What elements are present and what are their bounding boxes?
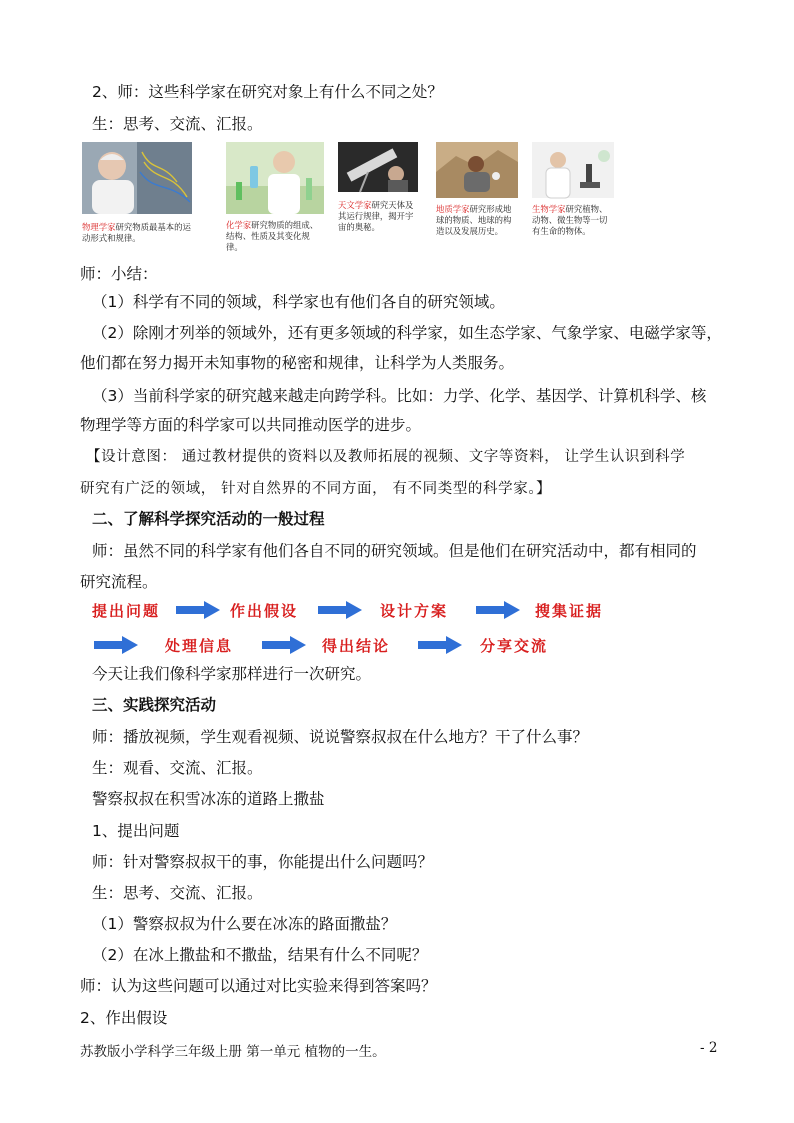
astronomer-title: 天文学家 bbox=[338, 200, 372, 210]
flow-step-3: 设计方案 bbox=[380, 602, 449, 620]
flow-arrow-icon bbox=[418, 636, 462, 654]
question-item-1: （1）警察叔叔为什么要在冰冻的路面撒盐？ bbox=[92, 915, 397, 933]
biologist-title: 生物学家 bbox=[532, 204, 566, 214]
geologist-caption bbox=[436, 204, 518, 240]
chemist-caption bbox=[226, 220, 324, 252]
summary-point-3-line-2: 物理学等方面的科学家可以共同推动医学的进步。 bbox=[80, 416, 422, 434]
flow-arrow-icon bbox=[262, 636, 306, 654]
question-2: 2、师：这些科学家在研究对象上有什么不同之处？ bbox=[92, 83, 443, 101]
summary-point-3-line-1: （3）当前科学家的研究越来越走向跨学科。比如：力学、化学、基因学、计算机科学、核 bbox=[92, 387, 707, 405]
scientist-picture-physicist bbox=[82, 142, 192, 243]
flow-step-4: 搜集证据 bbox=[535, 602, 604, 620]
biologist-text: 研究植物、动物、微生物等一切有生命的物体。 bbox=[532, 204, 608, 236]
scientist-picture-astronomer bbox=[338, 142, 418, 240]
biologist-photo bbox=[532, 142, 614, 198]
teacher-text-2: 今天让我们像科学家那样进行一次研究。 bbox=[92, 665, 372, 683]
teacher-text-1-line-1: 师：虽然不同的科学家有他们各自不同的研究领域。但是他们在研究活动中，都有相同的 bbox=[92, 542, 697, 560]
flow-arrow-icon bbox=[476, 601, 520, 619]
biologist-caption bbox=[532, 204, 614, 240]
flow-step-7: 分享交流 bbox=[480, 637, 549, 655]
step-2-heading: 2、作出假设 bbox=[80, 1009, 168, 1027]
flow-step-6: 得出结论 bbox=[322, 637, 391, 655]
teacher-text-3: 师：播放视频，学生观看视频、说说警察叔叔在什么地方？干了什么事？ bbox=[92, 728, 589, 746]
teacher-text-5: 师：针对警察叔叔干的事，你能提出什么问题吗？ bbox=[92, 853, 434, 871]
design-intent-line-2: 研究有广泛的领域， 针对自然界的不同方面， 有不同类型的科学家。】 bbox=[80, 481, 552, 497]
flow-arrow-icon bbox=[176, 601, 220, 619]
scientist-picture-chemist bbox=[226, 142, 324, 252]
footer-title: 苏教版小学科学三年级上册 第一单元 植物的一生。 bbox=[80, 1044, 386, 1060]
physicist-caption bbox=[82, 222, 192, 243]
astronomer-photo bbox=[338, 142, 418, 192]
chemist-photo bbox=[226, 142, 324, 214]
student-response-3: 生：思考、交流、汇报。 bbox=[92, 884, 263, 902]
scientist-picture-geologist bbox=[436, 142, 518, 240]
geologist-text: 研究形成地球的物质、地球的构造以及发展历史。 bbox=[436, 204, 512, 236]
summary-heading: 师：小结： bbox=[80, 265, 158, 283]
student-response-1: 生：思考、交流、汇报。 bbox=[92, 115, 263, 133]
teacher-text-1-line-2: 研究流程。 bbox=[80, 573, 158, 591]
teacher-text-6: 师：认为这些问题可以通过对比实验来得到答案吗？ bbox=[80, 977, 437, 995]
scene-description: 警察叔叔在积雪冰冻的道路上撒盐 bbox=[92, 790, 325, 808]
summary-point-2-line-1: （2）除刚才列举的领域外，还有更多领域的科学家，如生态学家、气象学家、电磁学家等， bbox=[92, 324, 722, 342]
physicist-photo bbox=[82, 142, 192, 214]
geologist-title: 地质学家 bbox=[436, 204, 470, 214]
flow-step-1: 提出问题 bbox=[92, 602, 161, 620]
question-item-2: （2）在冰上撒盐和不撒盐，结果有什么不同呢？ bbox=[92, 946, 428, 964]
astronomer-caption bbox=[338, 200, 418, 236]
physicist-text: 研究物质最基本的运动形式和规律。 bbox=[82, 222, 191, 243]
flow-arrow-icon bbox=[94, 636, 138, 654]
design-intent-line-1: 【设计意图： 通过教材提供的资料以及教师拓展的视频、文字等资料， 让学生认识到科学 bbox=[86, 449, 686, 465]
step-1-heading: 1、提出问题 bbox=[92, 822, 180, 840]
flow-step-2: 作出假设 bbox=[230, 602, 299, 620]
summary-point-1: （1）科学有不同的领域，科学家也有他们各自的研究领域。 bbox=[92, 293, 505, 311]
chemist-title: 化学家 bbox=[226, 220, 252, 230]
student-response-2: 生：观看、交流、汇报。 bbox=[92, 759, 263, 777]
chemist-text: 研究物质的组成、结构、性质及其变化规律。 bbox=[226, 220, 319, 252]
section-3-heading: 三、实践探究活动 bbox=[92, 696, 217, 714]
page-number: - 2 bbox=[700, 1040, 718, 1056]
summary-point-2-line-2: 他们都在努力揭开未知事物的秘密和规律，让科学为人类服务。 bbox=[80, 354, 515, 372]
flow-step-5: 处理信息 bbox=[165, 637, 234, 655]
section-2-heading: 二、了解科学探究活动的一般过程 bbox=[92, 510, 325, 528]
flow-arrow-icon bbox=[318, 601, 362, 619]
geologist-photo bbox=[436, 142, 518, 198]
physicist-title: 物理学家 bbox=[82, 222, 116, 232]
scientist-picture-biologist bbox=[532, 142, 614, 240]
astronomer-text: 研究天体及其运行规律，揭开宇宙的奥秘。 bbox=[338, 200, 414, 232]
